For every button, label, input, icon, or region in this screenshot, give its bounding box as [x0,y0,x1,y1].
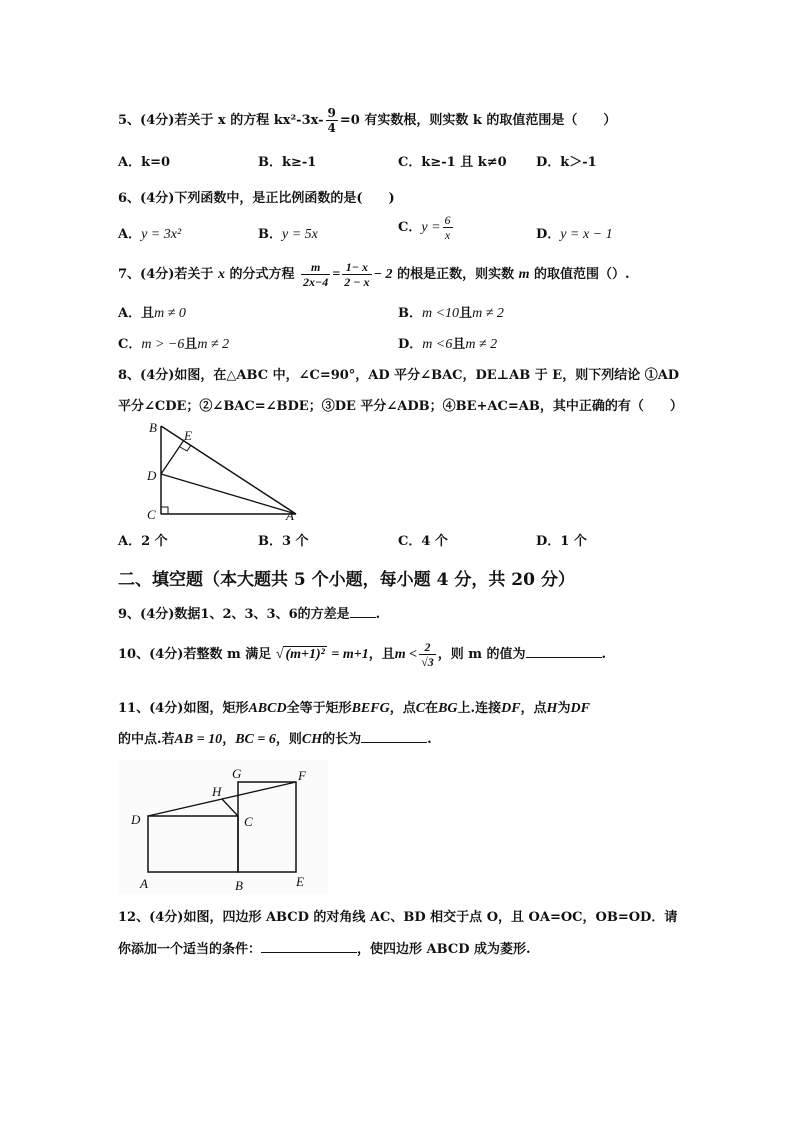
q8-label-d: D [147,468,157,483]
q7-d-label: D． [398,337,423,352]
question-6: 6、(4分)下列函数中，是正比例函数的是( ) [118,191,395,206]
q11-df2: DF [570,701,590,716]
q8-segment-ad [161,474,296,514]
q10-prefix: 10、(4分)若整数 m 满足 [118,647,272,662]
q11-label-a: A [140,876,148,891]
q8-label-c: C [147,507,156,522]
q10-frac-num: 2 [419,640,436,655]
q6-c-fraction [443,213,453,242]
q9-end: . [375,607,381,622]
q7-f1-den: 2x−4 [303,275,329,289]
q7-d-and: 且 [452,337,466,352]
q9-answer-blank[interactable] [350,605,376,618]
question-11-line2 [118,728,432,748]
q6-c-label: C． [398,220,422,235]
q12-line2-a: 你添加一个适当的条件： [118,942,262,957]
q7-var-m: m [518,267,530,282]
question-8-line1: 8、(4分)如图，在△ABC 中，∠C=90°，AD 平分∠BAC，DE⊥AB 于 E，则下列结论 ①AD [118,368,680,383]
q10-mid: ，且 [368,647,395,662]
q6-a-math: y = 3x² [141,227,182,242]
q7-suffix2: 的取值范围（）. [534,267,630,282]
q11-t1: 全等于矩形 [286,701,352,716]
q7-d-math2: m ≠ 2 [465,337,498,352]
q11-t5: ，点 [520,701,547,716]
section-2-title: 二、填空题（本大题共 5 个小题，每小题 4 分，共 20 分） [118,570,575,590]
q11-bc: BC = 6 [235,732,276,747]
q11-t6: 为 [557,701,571,716]
q11-label-b: B [235,878,243,893]
q6-a-label: A． [118,227,142,242]
q8-label-a: A [286,508,294,523]
q11-line2-c: ，则 [275,732,302,747]
q10-answer-blank[interactable] [526,645,602,658]
question-11-line1 [118,697,590,717]
q8-right-angle-e [180,445,191,451]
question-12-line2 [118,938,531,957]
q8-label-b: B [149,420,157,435]
q7-b-label: B． [398,306,422,321]
q12-answer-blank[interactable] [261,940,357,953]
q7-fraction-2 [342,260,371,289]
q7-minus2: − 2 [373,267,393,282]
q8-segment-de [161,440,184,474]
q7-c-and: 且 [184,337,198,352]
q7-c-math: m > −6 [141,337,185,352]
q6-option-c[interactable] [398,213,455,242]
question-8-line2: 平分∠CDE；②∠BAC=∠BDE；③DE 平分∠ADB；④BE+AC=AB，其中正确的有（ ） [118,399,683,414]
q8-right-angle-c [161,507,168,514]
q6-option-b[interactable] [258,223,318,243]
q11-abcd: ABCD [248,701,287,716]
q6-c-num: 6 [444,213,451,227]
q9-text: 9、(4分)数据1、2、3、3、6的方差是 [118,607,350,622]
q11-befg: BEFG [351,701,390,716]
question-5 [118,106,616,135]
q5-option-a[interactable]: A．k=0 [118,155,171,170]
question-9 [118,603,380,622]
q7-c-label: C． [118,337,142,352]
q8-option-c[interactable]: C．4 个 [398,534,448,549]
q11-end: . [427,732,432,747]
q5-option-d[interactable]: D．k＞-1 [536,155,597,170]
q11-h: H [546,701,558,716]
q6-d-label: D． [536,227,561,242]
question-10 [118,640,606,669]
q11-label-g: G [232,766,242,781]
q10-fraction [419,640,436,669]
q6-c-den: x [444,228,451,242]
q6-option-d[interactable] [536,223,613,243]
q11-label-c: C [244,814,253,829]
q7-f2-num: 1− x [342,260,371,275]
q11-label-f: F [298,768,306,783]
q11-ch: CH [301,732,323,747]
q7-option-c[interactable] [118,333,229,353]
question-12-line1: 12、(4分)如图，四边形 ABCD 的对角线 AC、BD 相交于点 O，且 OA=OC，OB=OD．请 [118,910,678,925]
q10-sqrt: √ (m+1)² [275,647,325,662]
q6-b-math: y = 5x [282,227,318,242]
q10-frac-den: √3 [421,655,434,669]
q7-option-a[interactable] [118,302,186,322]
q8-option-d[interactable]: D．1 个 [536,534,587,549]
q7-d-math: m <6 [422,337,453,352]
question-7 [118,260,630,289]
q5-frac-num: 9 [327,106,336,120]
q7-b-and: 且 [459,306,473,321]
q11-t3: 在 [425,701,439,716]
q6-b-label: B． [258,227,282,242]
q8-option-a[interactable]: A．2 个 [118,534,168,549]
q11-bg: BG [438,701,458,716]
q6-c-lhs: y = [421,220,441,235]
q11-line2-a: 的中点.若 [118,732,175,747]
q11-t2: ，点 [389,701,416,716]
q10-sqrt-body: (m+1)² [285,647,325,662]
q7-suffix1: 的根是正数，则实数 [397,267,515,282]
q6-d-math: y = x − 1 [560,227,613,242]
q11-line2-d: 的长为 [322,732,362,747]
q5-suffix: =0 有实数根，则实数 k 的取值范围是（ ） [339,113,617,128]
q11-t4: 上.连接 [457,701,502,716]
q5-option-c[interactable]: C．k≥-1 且 k≠0 [398,155,507,170]
q7-a-label: A．且 [118,306,155,321]
q5-option-b[interactable]: B．k≥-1 [258,155,317,170]
q11-df: DF [501,701,521,716]
q11-prefix: 11、(4分)如图，矩形 [118,701,249,716]
q7-b-math2: m ≠ 2 [472,306,504,321]
q11-c: C [415,701,426,716]
q10-ineq-lhs: m < [394,647,418,662]
q11-line2-b: ， [222,732,236,747]
q7-fraction-1 [301,260,330,289]
q7-mid: 的分式方程 [229,267,295,282]
q7-option-d[interactable] [398,333,497,353]
q7-var-x: x [217,267,225,282]
q5-frac-den: 4 [327,121,336,135]
q5-prefix: 5、(4分)若关于 x 的方程 kx²-3x- [118,113,324,128]
q8-option-b[interactable]: B．3 个 [258,534,309,549]
q11-label-d: D [131,812,141,827]
q10-suffix: ，则 m 的值为 [437,647,526,662]
q8-label-e: E [184,428,192,443]
q8-side-ab [161,426,296,514]
q7-option-b[interactable] [398,302,504,322]
q11-rectangles-figure [118,760,328,894]
q8-triangle-figure [140,418,310,524]
q11-answer-blank[interactable] [361,730,427,743]
q7-b-math: m <10 [422,306,460,321]
q7-f1-num: m [301,260,330,275]
q7-c-math2: m ≠ 2 [197,337,230,352]
q11-ab: AB = 10 [174,732,223,747]
q10-end: . [601,647,607,662]
q12-line2-b: ，使四边形 ABCD 成为菱形. [357,942,531,957]
q5-fraction [326,106,338,135]
q7-f2-den: 2 − x [344,275,370,289]
q7-a-math: m ≠ 0 [154,306,186,321]
q7-eq: = [332,267,341,282]
q6-option-a[interactable] [118,223,181,243]
q7-prefix: 7、(4分)若关于 [118,267,214,282]
q11-label-e: E [296,874,304,889]
q10-after-sqrt: = m+1 [331,647,369,662]
q11-label-h: H [212,784,222,799]
